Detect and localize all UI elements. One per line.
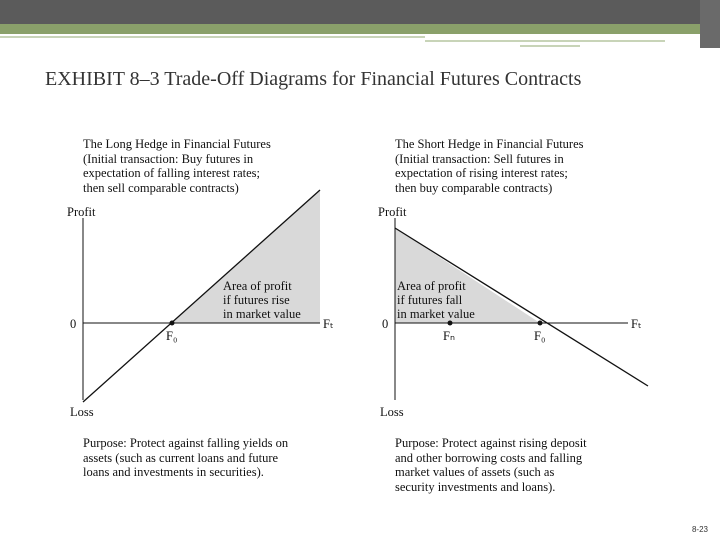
slide-title: EXHIBIT 8–3 Trade-Off Diagrams for Financial Futures Contracts xyxy=(45,68,582,90)
long-hedge-heading: The Long Hedge in Financial Futures (Initial transaction: Buy futures in expectation of falling interest rates; then sell comparable contracts) xyxy=(83,137,271,195)
short-hedge-fn-point xyxy=(448,321,453,326)
short-hedge-zero-label: 0 xyxy=(382,317,389,331)
short-hedge-f0-point xyxy=(538,321,543,326)
short-hedge-area-label xyxy=(397,279,475,321)
page-number: 8-23 xyxy=(691,525,708,534)
long-hedge-profit-label: Profit xyxy=(67,205,96,219)
long-hedge-f0-point xyxy=(170,321,175,326)
long-hedge-f0-label: F₀ xyxy=(166,329,178,343)
long-hedge-area-label-line: Area of profit xyxy=(223,279,292,293)
short-hedge-fn-label: Fₙ xyxy=(443,329,455,343)
long-hedge-loss-label: Loss xyxy=(70,405,94,419)
short-hedge-area-label-line: Area of profit xyxy=(397,279,466,293)
short-hedge-heading: The Short Hedge in Financial Futures (Initial transaction: Sell futures in expectation of rising interest rates; then buy comparable contracts) xyxy=(395,137,584,195)
short-hedge-profit-label: Profit xyxy=(378,205,407,219)
short-hedge-f0-label: F₀ xyxy=(534,329,546,343)
short-hedge-area-label-line: in market value xyxy=(397,307,475,321)
long-hedge-area-label xyxy=(223,279,301,321)
short-hedge-area-label-line: if futures fall xyxy=(397,293,463,307)
long-hedge-zero-label: 0 xyxy=(70,317,77,331)
short-hedge-loss-label: Loss xyxy=(380,405,404,419)
short-hedge-ft-label: Fₜ xyxy=(631,317,642,331)
long-hedge-diagram xyxy=(67,190,334,419)
long-hedge-ft-label: Fₜ xyxy=(323,317,334,331)
long-hedge-area-label-line: if futures rise xyxy=(223,293,290,307)
short-hedge-purpose: Purpose: Protect against rising deposit and other borrowing costs and falling market values of assets (such as security investments and loans). xyxy=(395,436,587,494)
long-hedge-purpose: Purpose: Protect against falling yields on assets (such as current loans and future loans and investments in securities). xyxy=(83,436,289,479)
short-hedge-diagram xyxy=(378,205,648,419)
long-hedge-area-label-line: in market value xyxy=(223,307,301,321)
